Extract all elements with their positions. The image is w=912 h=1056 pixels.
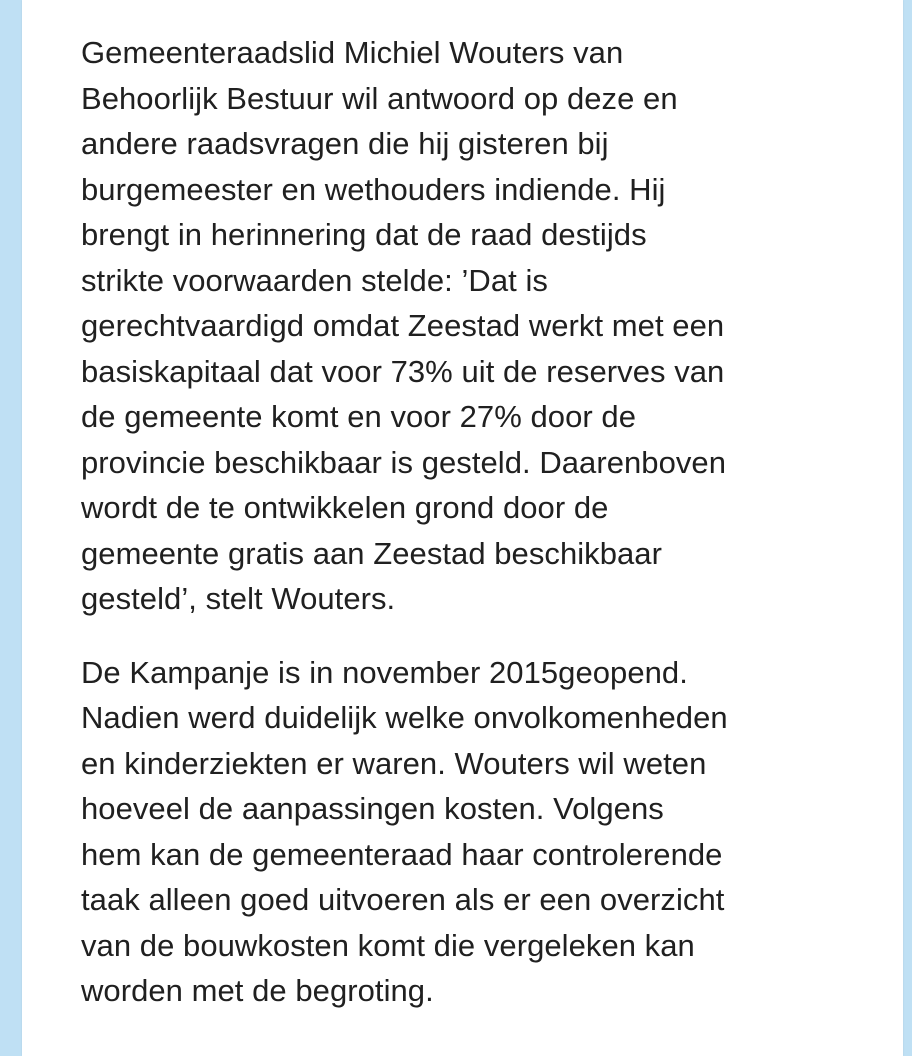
article-card [22,0,903,1056]
article-paragraph-1: Gemeenteraadslid Michiel Wouters van Behoorlijk Bestuur wil antwoord op deze en andere raadsvragen die hij gisteren bij burgemeester en wethouders indiende. Hij brengt in herinnering dat de raad destijds strikte voorwaarden stelde: ’Dat is gerechtvaardigd omdat Zeestad werkt met een basiskapitaal dat voor 73% uit de reserves van de gemeente komt en voor 27% door de provincie beschikbaar is gesteld. Daarenboven wordt de te ontwikkelen grond door de gemeente gratis aan Zeestad beschikbaar gesteld’, stelt Wouters. [81,35,727,616]
article-paragraph-2: De Kampanje is in november 2015geopend. Nadien werd duidelijk welke onvolkomenheden en kinderziekten er waren. Wouters wil weten hoeveel de aanpassingen kosten. Volgens hem kan de gemeenteraad haar controlerende taak alleen goed uitvoeren als er een overzicht van de bouwkosten komt die vergeleken kan worden met de begroting. [81,654,728,1008]
article-body [81,30,871,1014]
